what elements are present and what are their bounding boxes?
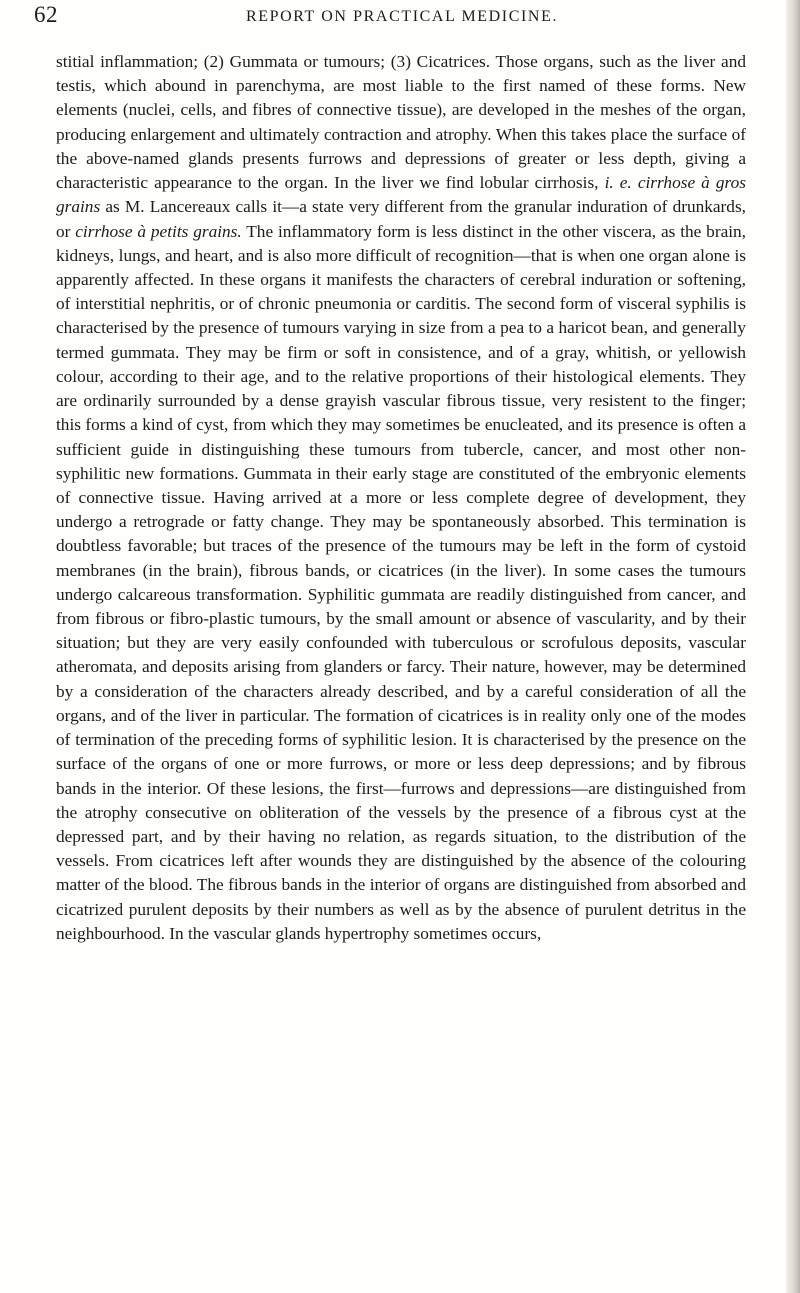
text-segment: as M. Lancereaux calls it—a state very different from the granular induration of drunkards, or: [56, 197, 746, 241]
text-segment: The inflammatory form is less distinct in the other viscera, as the brain, kidneys, lungs, and heart, and is also more difficult of recognition—that is when one organ alone is apparently affected. In these organs it manifests the characters of cerebral induration or softening, of interstitial nephritis, or of chronic pneumonia or carditis. The second form of visceral syphilis is characterised by the presence of tumours varying in size from a pea to a haricot bean, and generally termed gummata. They may be firm or soft in consistence, and of a gray, whitish, or yellowish colour, according to their age, and to the relative proportions of their histological elements. They are ordinarily surrounded by a dense grayish vascular fibrous tissue, very resistent to the finger; this forms a kind of cyst, from which they may sometimes be enucleated, and its presence is often a sufficient guide in distinguishing these tumours from tubercle, cancer, and most other non-syphilitic new formations. Gummata in their early stage are constituted of the embryonic elements of connective tissue. Having arrived at a more or less complete degree of development, they undergo a retrograde or fatty change. They may be spontaneously absorbed. This termination is doubtless favorable; but traces of the presence of the tumours may be left in the form of cystoid membranes (in the brain), fibrous bands, or cicatrices (in the liver). In some cases the tumours undergo calcareous transformation. Syphilitic gummata are readily distinguished from cancer, and from fibrous or fibro-plastic tumours, by the small amount or absence of vascularity, and by their situation; but they are very easily confounded with tuberculous or scrofulous deposits, vascular atheromata, and deposits arising from glanders or farcy. Their nature, however, may be determined by a consideration of the characters already described, and by a careful consideration of all the organs, and of the liver in particular. The formation of cicatrices is in reality only one of the modes of termination of the preceding forms of syphilitic lesion. It is characterised by the presence on the surface of the organs of one or more furrows, or more or less deep depressions; and by fibrous bands in the interior. Of these lesions, the first—furrows and depressions—are distinguished from the atrophy consecutive on obliteration of the vessels by the presence of a fibrous cyst at the depressed part, and by their having no relation, as regards situation, to the distribution of the vessels. From cicatrices left after wounds they are distinguished by the absence of the colouring matter of the blood. The fibrous bands in the interior of organs are distinguished from absorbed and cicatrized purulent deposits by their numbers as well as by the absence of purulent detritus in the neighbourhood. In the vascular glands hypertrophy sometimes occurs,: [56, 221, 747, 943]
italic-term-cirrhose-gros-grains: i. e. cirrhose à gros grains: [56, 173, 746, 217]
page-header: [34, 2, 750, 38]
italic-term-cirrhose-petits-grains: cirrhose à petits grains.: [75, 221, 242, 241]
text-segment: stitial inflammation; (2) Gummata or tumours; (3) Cicatrices. Those organs, such as the liver and testis, which abound in parenchyma, are most liable to the first named of these forms. New elements (nuclei, cells, and fibres of connective tissue), are developed in the meshes of the organ, producing enlargement and ultimately contraction and atrophy. When this takes place the surface of the above-named glands presents furrows and depressions of greater or less depth, giving a characteristic appearance to the organ. In the liver we find lobular cirrhosis,: [56, 52, 746, 193]
body-paragraph: [56, 50, 746, 946]
running-head: REPORT ON PRACTICAL MEDICINE.: [245, 8, 559, 25]
page-gutter-shadow: [786, 0, 800, 1293]
page-number: 62: [34, 2, 58, 27]
